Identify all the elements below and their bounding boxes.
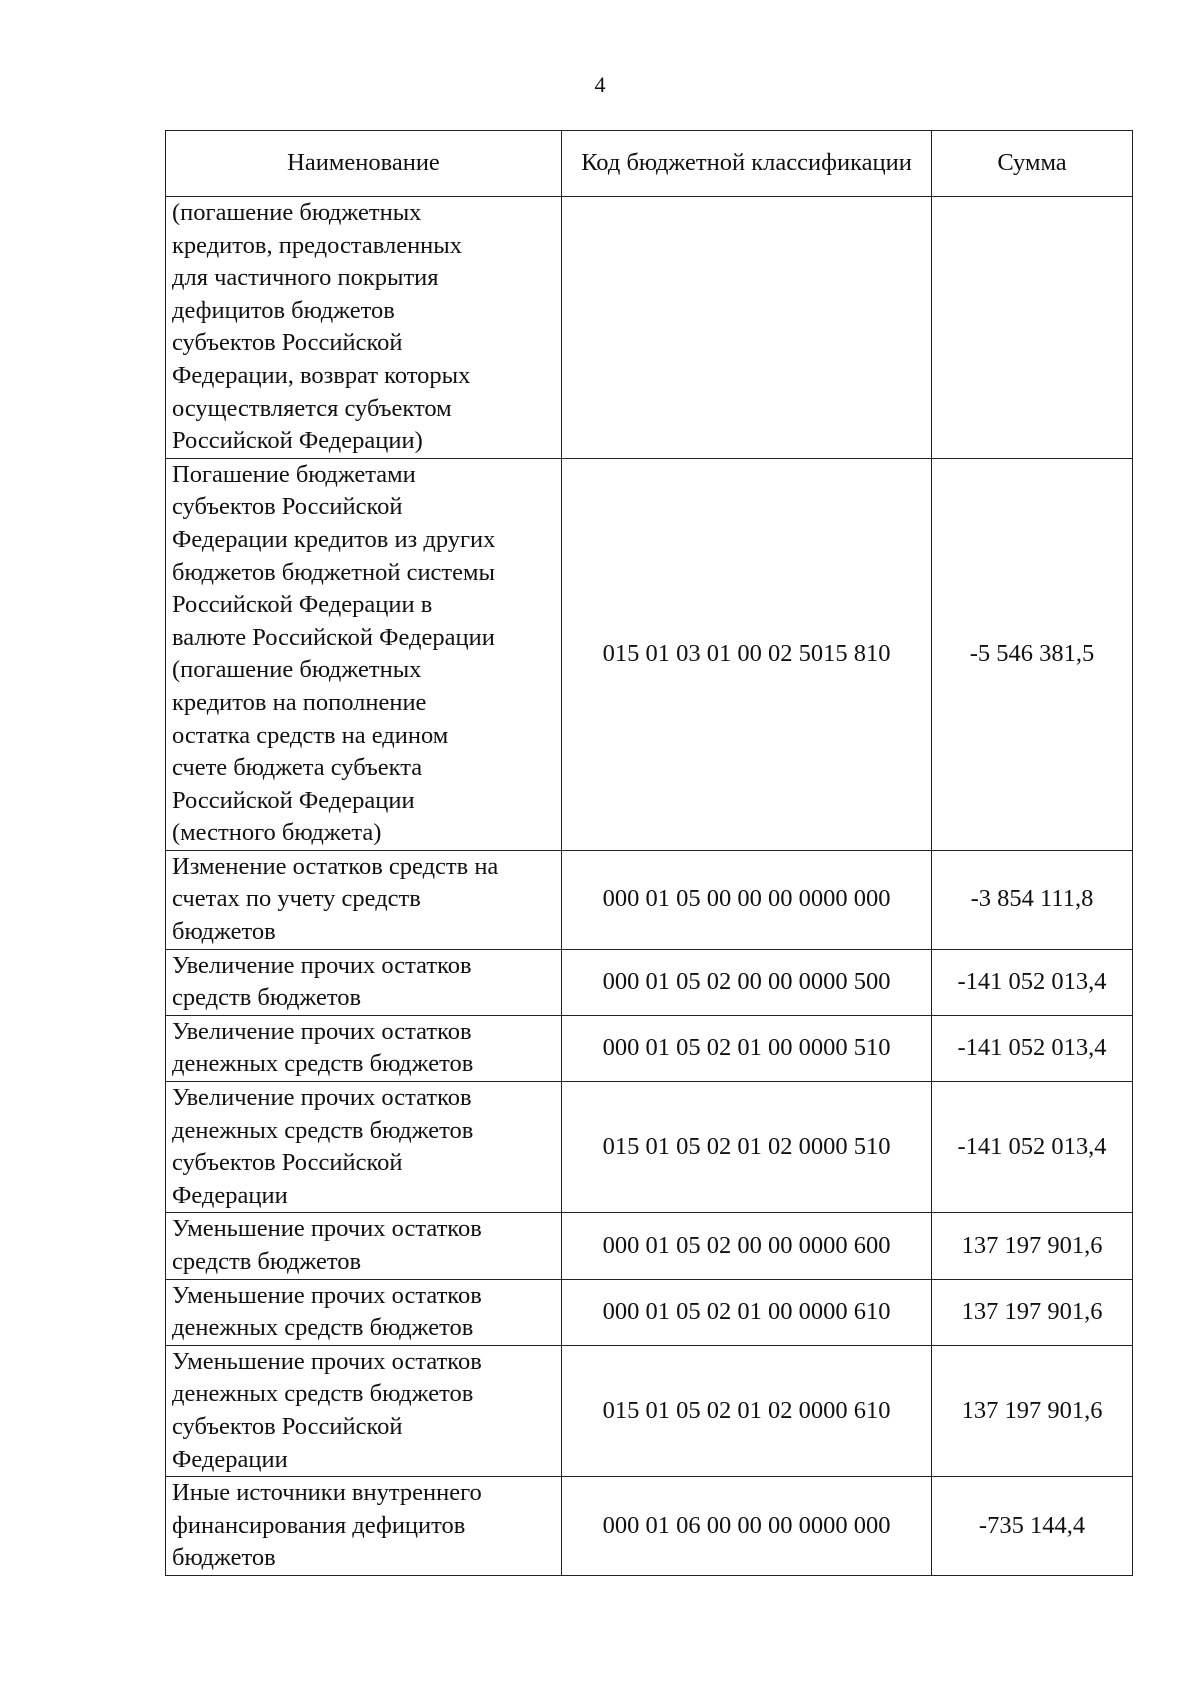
row-name: Погашение бюджетами субъектов Российской Федерации кредитов из других бюджетов бюджетной системы Российской Федерации в валюте Российской Федерации (погашение бюджетных кредитов на пополнение остатка средств на едином счете бюджета субъекта Российской Федерации (местного бюджета) [172,460,496,847]
row-code: 015 01 05 02 01 02 0000 610 [562,1345,932,1476]
row-name-cell [166,1279,562,1345]
row-name: Изменение остатков средств на счетах по учету средств бюджетов [172,852,499,946]
row-code: 000 01 05 02 00 00 0000 600 [562,1213,932,1279]
row-name-cell [166,1015,562,1081]
row-amount [932,197,1133,459]
table-row [166,197,1133,459]
table-header-row [166,131,1133,197]
table-row [166,949,1133,1015]
row-amount: 137 197 901,6 [932,1345,1133,1476]
table-body [166,197,1133,1576]
row-amount: -141 052 013,4 [932,1082,1133,1213]
row-amount: -735 144,4 [932,1477,1133,1576]
table-row [166,1015,1133,1081]
table-row [166,1213,1133,1279]
header-code: Код бюджетной классификации [562,131,932,197]
row-name-cell [166,1082,562,1213]
row-code: 015 01 03 01 00 02 5015 810 [562,458,932,850]
row-name-cell [166,197,562,459]
table-row [166,1279,1133,1345]
row-amount: -5 546 381,5 [932,458,1133,850]
budget-sources-table [165,130,1133,1576]
table-row [166,1477,1133,1576]
row-name-cell [166,1213,562,1279]
row-amount: 137 197 901,6 [932,1213,1133,1279]
row-amount: -3 854 111,8 [932,850,1133,949]
row-name-cell [166,850,562,949]
header-amount: Сумма [932,131,1133,197]
row-code: 000 01 05 02 01 00 0000 510 [562,1015,932,1081]
row-name: Уменьшение прочих остатков денежных средств бюджетов субъектов Российской Федерации [172,1347,482,1473]
table-row [166,1345,1133,1476]
row-code: 015 01 05 02 01 02 0000 510 [562,1082,932,1213]
table-row [166,458,1133,850]
row-name-cell [166,1477,562,1576]
table-row [166,850,1133,949]
row-name-cell [166,949,562,1015]
table-row [166,1082,1133,1213]
row-name: Увеличение прочих остатков средств бюджетов [172,951,472,1012]
row-name: (погашение бюджетных кредитов, предоставленных для частичного покрытия дефицитов бюджетов субъектов Российской Федерации, возврат которых осуществляется субъектом Российской Федерации) [172,199,471,455]
row-amount: -141 052 013,4 [932,1015,1133,1081]
row-name: Уменьшение прочих остатков денежных средств бюджетов [172,1281,482,1342]
row-name: Увеличение прочих остатков денежных средств бюджетов [172,1017,474,1078]
row-name-cell [166,1345,562,1476]
row-amount: 137 197 901,6 [932,1279,1133,1345]
header-name: Наименование [166,131,562,197]
row-name: Иные источники внутреннего финансирования дефицитов бюджетов [172,1479,482,1572]
row-name: Уменьшение прочих остатков средств бюджетов [172,1215,482,1275]
row-code: 000 01 05 02 01 00 0000 610 [562,1279,932,1345]
row-code: 000 01 05 02 00 00 0000 500 [562,949,932,1015]
row-code: 000 01 06 00 00 00 0000 000 [562,1477,932,1576]
row-code: 000 01 05 00 00 00 0000 000 [562,850,932,949]
row-name-cell [166,458,562,850]
page-number: 4 [594,72,606,97]
row-code [562,197,932,459]
row-amount: -141 052 013,4 [932,949,1133,1015]
row-name: Увеличение прочих остатков денежных средств бюджетов субъектов Российской Федерации [172,1084,474,1209]
